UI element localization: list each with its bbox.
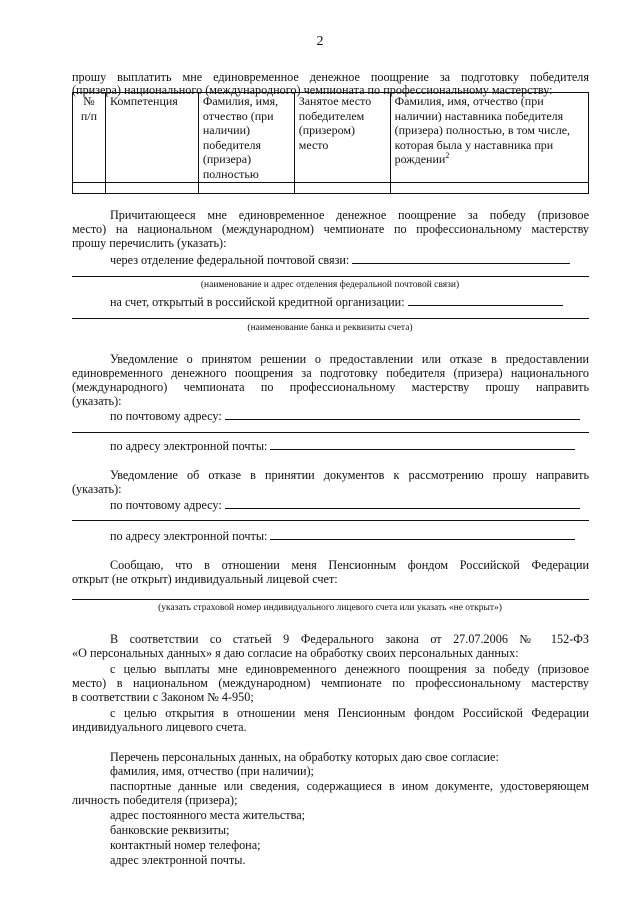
refusal-email-field[interactable] (270, 528, 575, 540)
table-header-cell: Фамилия, имя, отчество (при наличии) победителя (призера) полностью (198, 93, 294, 183)
decision-email-label-text: по адресу электронной почты: (110, 439, 268, 453)
list-item: адрес постоянного места жительства; (110, 808, 306, 822)
table-cell[interactable] (198, 183, 294, 194)
bank-label (110, 294, 563, 310)
refusal-postal-line[interactable] (72, 520, 589, 521)
consent-line-4: место) в национальном (международном) чемпионате по профессиональному мастерству (72, 676, 589, 690)
table-cell[interactable] (294, 183, 390, 194)
post-office-caption: (наименование и адрес отделения федеральной почтовой связи) (200, 280, 460, 290)
decision-email-label (110, 438, 575, 454)
list-item: фамилия, имя, отчество (при наличии); (110, 764, 314, 778)
list-item: адрес электронной почты. (110, 853, 246, 867)
refusal-postal-label (110, 497, 580, 513)
list-item: личность победителя (призера); (72, 793, 238, 807)
bank-line[interactable] (72, 318, 589, 319)
consent-line-5: в соответствии с Законом № 4-950; (72, 690, 254, 704)
decision-postal-field[interactable] (225, 408, 580, 420)
award-line-1: Причитающееся мне единовременное денежное поощрение за победу (призовое (110, 208, 589, 222)
post-office-field[interactable] (352, 252, 570, 264)
post-office-label-text: через отделение федеральной почтовой связи: (110, 253, 350, 267)
bank-label-text: на счет, открытый в российской кредитной организации: (110, 295, 405, 309)
personal-data-heading: Перечень персональных данных, на обработку которых даю свое согласие: (110, 750, 499, 764)
refusal-postal-field[interactable] (225, 497, 580, 509)
table-header-row (73, 93, 589, 183)
decision-postal-label (110, 408, 580, 424)
intro-line-2: (призера) национального (международного) чемпионата по профессиональному мастерству: (72, 83, 553, 97)
intro-line-1: прошу выплатить мне единовременное денежное поощрение за подготовку победителя (72, 70, 589, 84)
table-cell[interactable] (73, 183, 106, 194)
decision-line-2: единовременного денежного поощрения за подготовку победителя (призера) национального (72, 366, 589, 380)
award-table (72, 92, 589, 194)
bank-caption: (наименование банка и реквизиты счета) (247, 323, 413, 333)
list-item: паспортные данные или сведения, содержащиеся в ином документе, удостоверяющем (110, 779, 589, 793)
refusal-email-label-text: по адресу электронной почты: (110, 529, 268, 543)
list-item: контактный номер телефона; (110, 838, 261, 852)
list-item: банковские реквизиты; (110, 823, 230, 837)
post-office-label (110, 252, 570, 268)
table-header-cell: № п/п (73, 93, 106, 183)
consent-line-2: «О персональных данных» я даю согласие на обработку своих персональных данных: (72, 646, 519, 660)
decision-line-3: (международного) чемпионата по профессиональному мастерству прошу направить (72, 380, 589, 394)
table-cell[interactable] (390, 183, 588, 194)
refusal-postal-label-text: по почтовому адресу: (110, 498, 222, 512)
decision-line-4: (указать): (72, 394, 122, 408)
refusal-line-2: (указать): (72, 482, 122, 496)
award-line-2: место) на национальном (международном) чемпионате по профессиональному мастерству (72, 222, 589, 236)
refusal-email-label (110, 528, 575, 544)
consent-line-1: В соответствии со статьей 9 Федерального закона от 27.07.2006 № 152-ФЗ (110, 632, 589, 646)
bank-field[interactable] (408, 294, 563, 306)
table-row (73, 183, 589, 194)
decision-postal-line[interactable] (72, 432, 589, 433)
pension-caption: (указать страховой номер индивидуального лицевого счета или указать «не открыт») (158, 603, 502, 613)
mentor-header-text: Фамилия, имя, отчество (при наличии) наставника победителя (призера) полностью, в том числе, которая была у наставника при рождении (394, 94, 571, 166)
pension-line-1: Сообщаю, что в отношении меня Пенсионным фондом Российской Федерации (110, 558, 589, 572)
table-header-cell: Занятое место победителем (призером) место (294, 93, 390, 183)
page-number: 2 (316, 34, 324, 49)
decision-postal-label-text: по почтовому адресу: (110, 409, 222, 423)
pension-line-2: открыт (не открыт) индивидуальный лицевой счет: (72, 572, 338, 586)
consent-line-3: с целью выплаты мне единовременного денежного поощрения за победу (призовое (110, 662, 589, 676)
post-office-line[interactable] (72, 276, 589, 277)
pension-account-line[interactable] (72, 599, 589, 600)
decision-line-1: Уведомление о принятом решении о предоставлении или отказе в предоставлении (110, 352, 589, 366)
consent-line-7: индивидуального лицевого счета. (72, 720, 247, 734)
table-header-cell (390, 93, 588, 183)
footnote-mark: 2 (445, 151, 450, 160)
award-line-3: прошу перечислить (указать): (72, 236, 227, 250)
decision-email-field[interactable] (270, 438, 575, 450)
consent-line-6: с целью открытия в отношении меня Пенсионным фондом Российской Федерации (110, 706, 589, 720)
refusal-line-1: Уведомление об отказе в принятии документов к рассмотрению прошу направить (110, 468, 589, 482)
table-cell[interactable] (105, 183, 198, 194)
table-header-cell: Компетенция (105, 93, 198, 183)
